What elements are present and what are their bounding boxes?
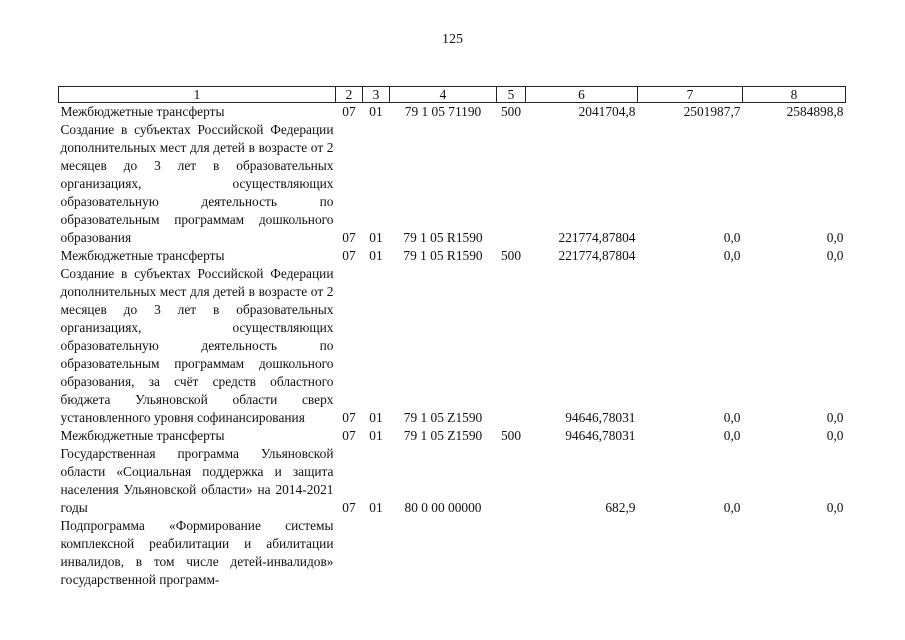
cell-amount-col7: 0,0 (723, 500, 741, 515)
table-row (59, 121, 846, 247)
cell-expense-type: 500 (500, 428, 522, 443)
table-row (59, 517, 846, 589)
cell-expense-type (497, 265, 526, 427)
cell-target-article: 80 0 00 00000 (404, 500, 482, 515)
cell-amount-col6: 2041704,8 (578, 104, 636, 119)
cell-expense-type: 500 (500, 248, 522, 263)
cell-amount-col7: 0,0 (723, 428, 741, 443)
col-header-6: 6 (526, 87, 638, 103)
cell-subsection: 01 (369, 428, 383, 443)
cell-amount-col6: 94646,78031 (565, 410, 636, 425)
table-row (59, 103, 846, 122)
cell-amount-col7: 0,0 (723, 230, 741, 245)
col-header-2: 2 (336, 87, 363, 103)
row-name: Межбюджетные трансферты (60, 248, 225, 263)
cell-amount-col6: 221774,87804 (558, 230, 636, 245)
cell-target-article: 79 1 05 Z1590 (403, 410, 483, 425)
cell-amount-col6: 221774,87804 (558, 248, 636, 263)
cell-subsection (363, 517, 390, 589)
cell-expense-type (497, 445, 526, 517)
row-name: Создание в субъектах Российской Федерации дополнительных мест для детей в возрасте от 2 месяцев до 3 лет в образовательных организациях, осуществляющих образовательную деятельность по образовательным программам дошкольного образования (60, 122, 334, 245)
cell-section: 07 (342, 248, 356, 263)
col-header-7: 7 (638, 87, 743, 103)
col-header-1: 1 (59, 87, 336, 103)
cell-amount-col8: 0,0 (826, 500, 844, 515)
cell-amount-col6: 682,9 (605, 500, 636, 515)
row-name: Государственная программа Ульяновской области «Социальная поддержка и защита населения Ульяновской области» на 2014-2021 годы (60, 446, 334, 515)
row-name: Межбюджетные трансферты (60, 428, 225, 443)
cell-section (336, 517, 363, 589)
cell-target-article (390, 517, 497, 589)
cell-subsection: 01 (369, 230, 383, 245)
cell-subsection: 01 (369, 500, 383, 515)
cell-target-article: 79 1 05 R1590 (403, 230, 483, 245)
cell-expense-type (497, 121, 526, 247)
cell-amount-col7: 0,0 (723, 248, 741, 263)
table-row (59, 427, 846, 445)
page-number: 125 (442, 32, 463, 47)
cell-subsection: 01 (369, 104, 383, 119)
table-row (59, 445, 846, 517)
cell-amount-col8: 0,0 (826, 248, 844, 263)
cell-amount-col7: 0,0 (723, 410, 741, 425)
cell-amount-col8: 0,0 (826, 230, 844, 245)
cell-amount-col8 (743, 517, 846, 589)
cell-section: 07 (342, 500, 356, 515)
cell-section: 07 (342, 410, 356, 425)
cell-amount-col6: 94646,78031 (565, 428, 636, 443)
row-name: Межбюджетные трансферты (60, 104, 225, 119)
cell-amount-col6 (526, 517, 638, 589)
row-name: Подпрограмма «Формирование системы комплексной реабилитации и абилитации инвалидов, в том числе детей-инвалидов» государственной программ- (60, 518, 334, 587)
cell-amount-col8: 0,0 (826, 410, 844, 425)
table-row (59, 247, 846, 265)
cell-subsection: 01 (369, 410, 383, 425)
cell-subsection: 01 (369, 248, 383, 263)
cell-amount-col7 (638, 517, 743, 589)
table-row (59, 265, 846, 427)
budget-table (58, 86, 846, 589)
cell-target-article: 79 1 05 Z1590 (403, 428, 483, 443)
header-row (59, 87, 846, 103)
cell-section: 07 (342, 428, 356, 443)
cell-amount-col8: 2584898,8 (786, 104, 844, 119)
col-header-4: 4 (390, 87, 497, 103)
cell-target-article: 79 1 05 71190 (404, 104, 482, 119)
cell-amount-col8: 0,0 (826, 428, 844, 443)
row-name: Создание в субъектах Российской Федерации дополнительных мест для детей в возрасте от 2 месяцев до 3 лет в образовательных организациях, осуществляющих образовательную деятельность по образовательным программам дошкольного образования, за счёт средств областного бюджета Ульяновской области сверх установленного уровня софинансирования (60, 266, 334, 425)
cell-section: 07 (342, 104, 356, 119)
cell-amount-col7: 2501987,7 (683, 104, 741, 119)
cell-expense-type: 500 (500, 104, 522, 119)
cell-expense-type (497, 517, 526, 589)
col-header-8: 8 (743, 87, 846, 103)
cell-target-article: 79 1 05 R1590 (403, 248, 483, 263)
col-header-3: 3 (363, 87, 390, 103)
col-header-5: 5 (497, 87, 526, 103)
cell-section: 07 (342, 230, 356, 245)
